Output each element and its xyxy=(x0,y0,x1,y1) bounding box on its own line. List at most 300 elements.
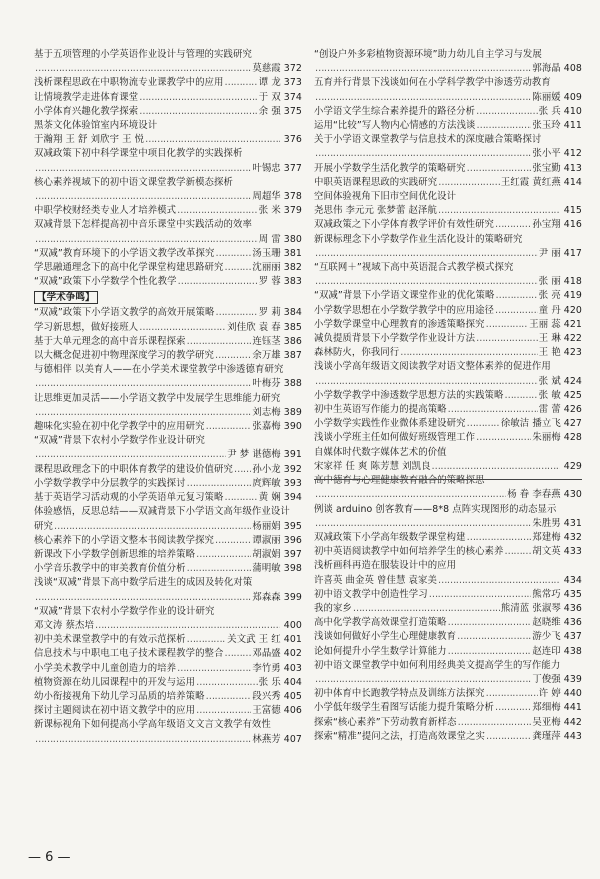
entry-title: 小学数学课堂中心理教育的渗透策略探究 xyxy=(314,318,485,330)
entry-title: 高中化学教学高效课堂打造策略 xyxy=(314,617,447,629)
entry-page-number: 413 xyxy=(563,162,582,174)
leader-dots xyxy=(234,463,251,477)
entry-page-number: 391 xyxy=(283,449,302,461)
toc-entry xyxy=(34,704,302,718)
entry-title: “创设户外多彩植物资源环境”助力幼儿自主学习与发展 xyxy=(314,49,542,60)
entry-author: 游少飞 xyxy=(532,631,561,643)
entry-page-number: 420 xyxy=(563,304,582,316)
leader-dots xyxy=(467,162,532,176)
leader-dots xyxy=(215,247,251,261)
entry-title: 初中英语阅读教学中如何培养学生的核心素养 xyxy=(314,546,504,558)
leader-dots xyxy=(206,420,252,434)
toc-entry xyxy=(34,605,302,619)
entry-title: 新课标理念下小学数学作业生活化设计的策略研究 xyxy=(314,233,523,245)
leader-dots xyxy=(196,676,258,690)
entry-title: 中职英语课程思政的实践研究 xyxy=(314,176,438,188)
entry-page-number: 384 xyxy=(283,307,302,319)
entry-author: 叶锡忠 xyxy=(252,162,281,174)
entry-page-number: 389 xyxy=(283,406,302,418)
toc-entry xyxy=(34,548,302,562)
leader-dots xyxy=(467,417,500,431)
entry-page-number: 424 xyxy=(563,375,582,387)
toc-entry xyxy=(314,233,582,247)
entry-page-number: 430 xyxy=(563,489,582,501)
entry-title: 学习新思想，做好接班人 xyxy=(34,321,139,333)
entry-page-number: 439 xyxy=(563,673,582,685)
toc-entry xyxy=(314,602,582,616)
entry-page-number: 418 xyxy=(563,276,582,288)
toc-entry xyxy=(314,616,582,630)
leader-dots xyxy=(215,534,251,548)
entry-title: 新课改下小学数学创新思维的培养策略 xyxy=(34,548,196,560)
entry-title: “双减”政策下小学语文教学的高效开展策略 xyxy=(34,307,215,319)
entry-page-number: 381 xyxy=(283,247,302,259)
entry-page-number: 378 xyxy=(283,191,302,203)
entry-title: “双减”背景下农村小学数学作业的设计研究 xyxy=(34,605,215,617)
entry-title: 小学体育兴趣化教学探索 xyxy=(34,105,139,117)
entry-page-number: 406 xyxy=(283,705,302,717)
entry-page-number: 374 xyxy=(283,91,302,103)
toc-entry xyxy=(34,261,302,275)
entry-title: 基于五项管理的小学英语作业设计与管理的实践研究 xyxy=(34,49,252,60)
entry-page-number: 423 xyxy=(563,347,582,359)
toc-entry xyxy=(34,690,302,704)
entry-page-number: 427 xyxy=(563,418,582,430)
toc-entry xyxy=(34,718,302,732)
toc-entry xyxy=(314,247,582,261)
toc-entry xyxy=(314,630,582,644)
entry-author: 罗 莉 xyxy=(258,307,281,319)
toc-entry xyxy=(314,375,582,389)
toc-entry xyxy=(34,576,302,590)
leader-dots xyxy=(35,591,251,605)
entry-page-number: 385 xyxy=(283,321,302,333)
section-heading-label: 【学术争鸣】 xyxy=(34,291,98,304)
entry-page-number: 377 xyxy=(283,162,302,174)
entry-title: 核心素养下的小学语文整本书阅读教学探究 xyxy=(34,534,215,546)
entry-title: 小学低年级学生看图写话能力提升策略分析 xyxy=(314,702,495,714)
leader-dots xyxy=(476,431,531,445)
toc-entry xyxy=(34,633,302,647)
leader-dots xyxy=(178,275,258,289)
toc-entry xyxy=(314,304,582,318)
entry-page-number: 419 xyxy=(563,290,582,302)
entry-title: 浅谈小学班主任如何做好班级管理工作 xyxy=(314,432,476,444)
leader-dots xyxy=(35,406,251,420)
toc-entry xyxy=(314,48,582,62)
entry-title: 中职学校财经类专业人才培养模式 xyxy=(34,205,177,217)
toc-entry xyxy=(34,233,302,247)
toc-entry xyxy=(314,204,582,218)
entry-page-number: 428 xyxy=(563,432,582,444)
entry-page-number: 434 xyxy=(563,574,582,586)
entry-author: 朱丽梅 xyxy=(532,432,561,444)
entry-page-number: 404 xyxy=(283,676,302,688)
toc-entry xyxy=(34,247,302,261)
leader-dots xyxy=(35,62,251,76)
toc-entry xyxy=(34,491,302,505)
leader-dots xyxy=(477,119,532,133)
entry-author: 丁俊强 xyxy=(532,673,561,685)
entry-page-number: 414 xyxy=(563,176,582,188)
entry-page-number: 399 xyxy=(283,591,302,603)
toc-entry xyxy=(34,105,302,119)
entry-author: 余万雄 xyxy=(252,350,281,362)
entry-title: 宋家祥 任 爽 陈芳慧 刘凯良 xyxy=(314,460,431,472)
entry-page-number: 386 xyxy=(283,335,302,347)
toc-entry xyxy=(34,76,302,90)
toc-entry xyxy=(314,119,582,133)
entry-author: 许 婷 xyxy=(538,688,561,700)
entry-author: 朱胜男 xyxy=(532,517,561,529)
leader-dots xyxy=(139,91,258,105)
entry-author: 林燕芳 xyxy=(252,733,281,745)
entry-page-number: 411 xyxy=(563,120,582,132)
toc-entry xyxy=(34,306,302,320)
entry-title: 研究 xyxy=(34,520,53,532)
leader-dots xyxy=(215,306,257,320)
toc-entry xyxy=(314,360,582,374)
entry-author: 张宝勤 xyxy=(532,162,561,174)
entry-title: 体验感悟，反思总结——双减背景下小学语文高年级作业设计 xyxy=(34,506,290,518)
leader-dots xyxy=(187,477,252,491)
entry-page-number: 372 xyxy=(283,63,302,75)
entry-title: 让情境教学走进体育课堂 xyxy=(34,91,139,103)
entry-author: 尹 梦 谌德梅 xyxy=(227,449,281,461)
entry-page-number: 417 xyxy=(563,247,582,259)
toc-entry xyxy=(314,588,582,602)
entry-page-number: 433 xyxy=(563,546,582,558)
entry-page-number: 422 xyxy=(563,333,582,345)
entry-title: “双减”背景下农村小学数学作业设计研究 xyxy=(34,435,205,447)
toc-entry xyxy=(314,76,582,90)
toc-entry xyxy=(314,730,582,744)
toc-entry xyxy=(314,545,582,559)
entry-page-number: 421 xyxy=(563,318,582,330)
toc-entry xyxy=(314,446,582,460)
entry-title: 浅谈如何做好小学生心理健康教育 xyxy=(314,631,457,643)
toc-entry xyxy=(314,673,582,687)
entry-page-number: 398 xyxy=(283,563,302,575)
entry-page-number: 387 xyxy=(283,350,302,362)
entry-title: 初中语文课堂教学中如何利用经典美文提高学生的写作能力 xyxy=(314,659,561,671)
leader-dots xyxy=(315,275,538,289)
page-number: — 6 — xyxy=(28,850,71,865)
toc-entry xyxy=(34,406,302,420)
leader-dots xyxy=(486,687,538,701)
entry-page-number: 442 xyxy=(563,716,582,728)
leader-dots xyxy=(315,91,531,105)
entry-page-number: 400 xyxy=(283,619,302,631)
leader-dots xyxy=(54,520,251,534)
entry-page-number: 412 xyxy=(563,148,582,160)
toc-entry xyxy=(34,448,302,462)
entry-author: 孙小龙 xyxy=(252,463,281,475)
entry-author: 郭海晶 xyxy=(532,63,561,75)
entry-page-number: 390 xyxy=(283,421,302,433)
entry-author: 庹辉敏 xyxy=(252,477,281,489)
entry-author: 段兴秀 xyxy=(252,690,281,702)
entry-author: 张 亮 xyxy=(538,290,561,302)
entry-author: 张 斌 xyxy=(538,375,561,387)
entry-author: 赵连印 xyxy=(532,645,561,657)
entry-page-number: 382 xyxy=(283,262,302,274)
leader-dots xyxy=(215,349,251,363)
toc-entry xyxy=(34,477,302,491)
entry-title: 高中德育与心理健康教育融合的策略探思 xyxy=(314,475,485,487)
entry-author: 赵晓维 xyxy=(532,617,561,629)
entry-title: 初中体育中长跑教学特点及训练方法探究 xyxy=(314,688,485,700)
toc-entry xyxy=(314,91,582,105)
entry-page-number: 438 xyxy=(563,645,582,657)
leader-dots xyxy=(35,733,251,747)
toc-entry xyxy=(34,733,302,747)
entry-title: 森林防火，你我同行 xyxy=(314,347,400,359)
toc-entry xyxy=(314,275,582,289)
leader-dots xyxy=(225,647,252,661)
entry-title: 学思融通理念下的高中化学课堂构建思路研究 xyxy=(34,262,224,274)
leader-dots xyxy=(315,488,506,502)
entry-title: 与德相伴 以美育人——在小学美术课堂教学中渗透德育研究 xyxy=(34,364,284,376)
toc-entry xyxy=(34,463,302,477)
toc-entry xyxy=(34,218,302,232)
entry-author: 周超华 xyxy=(252,191,281,203)
toc-entry xyxy=(314,218,582,232)
toc-entry xyxy=(314,162,582,176)
entry-page-number: 443 xyxy=(563,730,582,742)
leader-dots xyxy=(432,460,560,474)
toc-entry xyxy=(314,147,582,161)
toc-entry xyxy=(34,119,302,133)
entry-title: 邓文涛 蔡杰培 xyxy=(34,619,94,631)
toc-entry xyxy=(314,701,582,715)
entry-author: 罗 蓉 xyxy=(258,276,281,288)
entry-page-number: 401 xyxy=(283,634,302,646)
entry-title: “互联网＋”视域下高中英语混合式教学模式探究 xyxy=(314,262,514,274)
entry-author: 蒲明敏 xyxy=(252,563,281,575)
leader-dots xyxy=(448,616,532,630)
toc-entry xyxy=(34,676,302,690)
leader-dots xyxy=(35,190,251,204)
toc-entry xyxy=(34,133,302,147)
leader-dots xyxy=(177,662,251,676)
leader-dots xyxy=(315,247,538,261)
entry-author: 郑建梅 xyxy=(532,531,561,543)
entry-author: 杨丽娟 xyxy=(252,520,281,532)
leader-dots xyxy=(187,562,252,576)
entry-title: 空间体验视角下旧市空间优化设计 xyxy=(314,191,457,203)
entry-page-number: 394 xyxy=(283,492,302,504)
entry-page-number: 441 xyxy=(563,702,582,714)
leader-dots xyxy=(467,531,532,545)
entry-title: 运用“比较”写人物内心情感的方法浅谈 xyxy=(314,120,476,132)
entry-author: 刘志梅 xyxy=(252,406,281,418)
toc-entry xyxy=(314,346,582,360)
entry-page-number: 437 xyxy=(563,631,582,643)
toc-entry xyxy=(34,48,302,62)
entry-title: 尧思伟 李元元 张梦蕾 赵泽航 xyxy=(314,205,437,217)
leader-dots xyxy=(429,588,532,602)
leader-dots xyxy=(448,645,532,659)
toc-entry xyxy=(314,176,582,190)
leader-dots xyxy=(225,491,258,505)
entry-author: 叶梅芬 xyxy=(252,378,281,390)
entry-author: 龚瑾萍 xyxy=(532,730,561,742)
entry-page-number: 403 xyxy=(283,662,302,674)
leader-dots xyxy=(177,204,258,218)
entry-title: 例谈 arduino 创客教育——8*8 点阵实现图形的动态显示 xyxy=(314,503,557,515)
toc-entry xyxy=(314,474,582,488)
entry-page-number: 405 xyxy=(283,690,302,702)
toc-entry xyxy=(34,662,302,676)
entry-page-number: 408 xyxy=(563,63,582,75)
entry-title: 浅谈“双减”背景下高中数学后进生的成因及转化对策 xyxy=(34,577,253,589)
entry-page-number: 410 xyxy=(563,105,582,117)
toc-entry xyxy=(34,534,302,548)
toc-entry xyxy=(314,659,582,673)
entry-title: 初中语文教学中创造性学习 xyxy=(314,588,428,600)
entry-page-number: 416 xyxy=(563,219,582,231)
entry-author: 谭淑丽 xyxy=(252,534,281,546)
entry-page-number: 392 xyxy=(283,463,302,475)
entry-title: 基于大单元理念的高中音乐课程探索 xyxy=(34,335,186,347)
entry-page-number: 380 xyxy=(283,233,302,245)
entry-title: 初中美术课堂教学中的有效示范探析 xyxy=(34,634,186,646)
entry-title: 新课标视角下如何提高小学高年级语文文言文教学有效性 xyxy=(34,719,271,731)
section-heading xyxy=(34,290,302,305)
leader-dots xyxy=(187,633,227,647)
entry-title: 信息技术与中职电工电子技术课程教学的整合 xyxy=(34,648,224,660)
left-column xyxy=(34,48,302,747)
leader-dots xyxy=(438,176,500,190)
column-divider-line xyxy=(314,479,582,480)
entry-title: 许喜英 曲金英 曾佳慧 袁家美 xyxy=(314,574,437,586)
entry-title: 于瀚翔 王 舒 刘欣宇 王 悦 xyxy=(34,134,145,146)
entry-author: 张 敏 xyxy=(538,389,561,401)
entry-author: 胡文英 xyxy=(532,546,561,558)
toc-entry xyxy=(314,403,582,417)
toc-entry xyxy=(34,505,302,519)
entry-title: 我的家乡 xyxy=(314,602,352,614)
entry-title: 课程思政理念下的中职体育教学的建设价值研究 xyxy=(34,463,233,475)
entry-page-number: 397 xyxy=(283,548,302,560)
toc-entry xyxy=(314,133,582,147)
leader-dots xyxy=(35,377,251,391)
toc-entry xyxy=(34,363,302,377)
entry-author: 于 双 xyxy=(258,91,281,103)
entry-author: 陈丽媛 xyxy=(532,91,561,103)
entry-title: 探索“核心素养”下劳动教育新样态 xyxy=(314,716,457,728)
entry-author: 徐敏洁 播立飞 xyxy=(500,418,561,430)
leader-dots xyxy=(35,162,251,176)
entry-title: 核心素养视域下的初中语文课堂教学新模态探析 xyxy=(34,176,233,188)
toc-entry xyxy=(314,318,582,332)
leader-dots xyxy=(225,76,258,90)
leader-dots xyxy=(476,332,538,346)
toc-entry xyxy=(314,488,582,502)
toc-entry xyxy=(34,349,302,363)
toc-entry xyxy=(34,204,302,218)
entry-page-number: 426 xyxy=(563,404,582,416)
entry-page-number: 432 xyxy=(563,531,582,543)
leader-dots xyxy=(145,133,280,147)
entry-title: 小学语文学生综合素养提升的路径分析 xyxy=(314,105,476,117)
leader-dots xyxy=(448,403,538,417)
entry-title: 论如何提升小学生数学计算能力 xyxy=(314,645,447,657)
entry-page-number: 435 xyxy=(563,588,582,600)
toc-entry xyxy=(34,190,302,204)
leader-dots xyxy=(315,375,538,389)
toc-entry xyxy=(34,591,302,605)
entry-title: 小学数学思想在小学数学教学中的应用途径 xyxy=(314,304,495,316)
entry-author: 王 琳 xyxy=(538,333,561,345)
entry-title: 黑茶文化体验馆室内环境设计 xyxy=(34,120,158,132)
leader-dots xyxy=(315,147,531,161)
entry-page-number: 402 xyxy=(283,648,302,660)
entry-author: 张嘉梅 xyxy=(252,421,281,433)
entry-author: 张 丽 xyxy=(538,276,561,288)
toc-entry xyxy=(314,289,582,303)
toc-entry xyxy=(314,62,582,76)
toc-entry xyxy=(34,335,302,349)
entry-author: 王红霞 黄红燕 xyxy=(500,176,561,188)
entry-author: 莫慈霞 xyxy=(252,63,281,75)
leader-dots xyxy=(438,574,560,588)
toc-entry xyxy=(314,332,582,346)
entry-title: 以大概念促进初中物理深度学习的教学研究 xyxy=(34,350,215,362)
entry-author: 张 兵 xyxy=(538,105,561,117)
leader-dots xyxy=(505,389,538,403)
entry-page-number: 407 xyxy=(283,733,302,745)
entry-author: 周 雷 xyxy=(258,233,281,245)
entry-page-number: 429 xyxy=(563,460,582,472)
toc-entry xyxy=(314,389,582,403)
entry-title: 开展小学数学生活化教学的策略研究 xyxy=(314,162,466,174)
toc-entry xyxy=(34,91,302,105)
leader-dots xyxy=(187,335,252,349)
entry-page-number: 376 xyxy=(283,134,302,146)
toc-entry xyxy=(34,275,302,289)
entry-author: 沈丽丽 xyxy=(252,262,281,274)
entry-author: 余 强 xyxy=(258,105,281,117)
entry-author: 杨 眷 李春燕 xyxy=(507,489,561,501)
entry-author: 张 米 xyxy=(258,205,281,217)
entry-title: 双减政策下初中科学课堂中项目化教学的实践探析 xyxy=(34,148,243,160)
entry-title: 浅析课程思政在中职物流专业课教学中的应用 xyxy=(34,77,224,89)
entry-title: 初中生英语写作能力的提高策略 xyxy=(314,404,447,416)
entry-author: 关文武 王 红 xyxy=(227,634,281,646)
entry-title: 自媒体时代数字媒体艺术的价值 xyxy=(314,446,447,458)
toc-entry xyxy=(314,190,582,204)
entry-author: 王富德 xyxy=(252,705,281,717)
entry-title: 浅谈小学高年级语文阅读教学对语文整体素养的促进作用 xyxy=(314,361,551,373)
leader-dots xyxy=(196,548,251,562)
leader-dots xyxy=(400,346,537,360)
entry-title: 小学音乐教学中的审美教育价值分析 xyxy=(34,563,186,575)
entry-page-number: 375 xyxy=(283,105,302,117)
entry-title: 幼小衔接视角下幼儿学习品质的培养策略 xyxy=(34,690,205,702)
leader-dots xyxy=(495,218,531,232)
entry-page-number: 388 xyxy=(283,378,302,390)
leader-dots xyxy=(315,62,531,76)
entry-title: “双减”政策下小学数学个性化教学 xyxy=(34,276,177,288)
right-column xyxy=(314,48,582,744)
entry-page-number: 395 xyxy=(283,520,302,532)
entry-author: 连钰茎 xyxy=(252,335,281,347)
toc-entry xyxy=(34,321,302,335)
entry-title: 小学数学教学中分层教学的实践探讨 xyxy=(34,477,186,489)
toc-entry xyxy=(314,105,582,119)
